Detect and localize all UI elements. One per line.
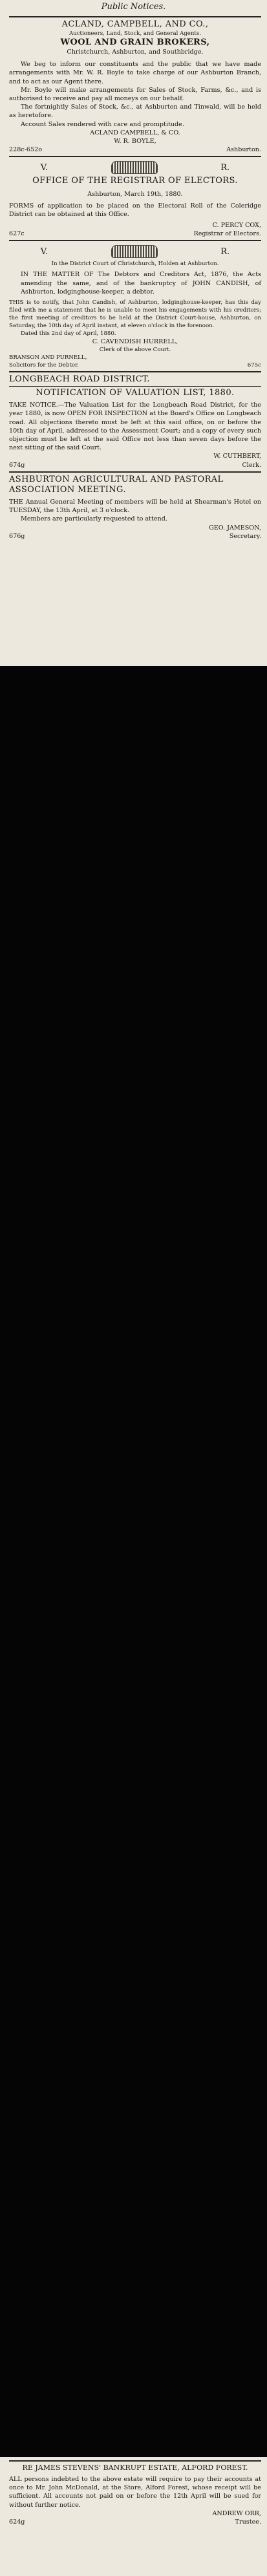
notice-footer bbox=[9, 145, 261, 154]
crest-letter-v: V. bbox=[40, 162, 48, 173]
notice-body: THIS is to notify, that John Candish, of Ashburton, lodginghouse-keeper, has this day filed with me a statement that he is unable to meet his engagements with his creditors; the first meeting of creditors to be held at the District Court-house, Ashburton, on Saturday, the 10th day of April instant, at eleven o'clock in the forenoon. bbox=[9, 299, 261, 330]
notice-dated: Dated this 2nd day of April, 1880. bbox=[21, 330, 116, 338]
notice-signature: W. CUTHBERT, bbox=[213, 453, 261, 460]
notice-body: THE Annual General Meeting of members will be held at Shearman's Hotel on TUESDAY, the 13th April, at 3 o'clock. bbox=[9, 498, 261, 515]
divider bbox=[9, 156, 261, 157]
notice-title: LONGBEACH ROAD DISTRICT. bbox=[9, 374, 150, 385]
notice-body: ALL persons indebted to the above estate will require to pay their accounts at once to Mr. John McDonald, at the Store, Alford Forest, whose receipt will be sufficient. All accounts not paid on or before the 12th April will be sued for without further notice. bbox=[9, 2476, 261, 2509]
notice-body: TAKE NOTICE.—The Valuation List for the Longbeach Road District, for the year 1880, is now OPEN FOR INSPECTION at the Board's Office on Longbeach road. All objections thereto must be left at this said office, on or before the 10th day of April, addressed to the Assessment Court; and a copy of every such objection must be left at the said Office not less than seven days before the next sitting of the said Court. bbox=[9, 402, 261, 452]
notice-subtitle: Auctioneers, Land, Stock, and General Agents. bbox=[69, 30, 202, 37]
divider bbox=[9, 371, 261, 372]
notice-body: FORMS of application to be placed on the Electoral Roll of the Coleridge District can be obtained at this Office. bbox=[9, 202, 261, 218]
court-heading: In the District Court of Christchurch, Holden at Ashburton. bbox=[51, 261, 219, 268]
notice-paragraph: Members are particularly requested to attend. bbox=[21, 515, 167, 523]
divider bbox=[9, 386, 261, 387]
notice-longbeach bbox=[9, 374, 261, 469]
royal-crest-icon bbox=[111, 245, 158, 258]
notice-signature: C. PERCY COX, bbox=[212, 222, 261, 230]
notice-agricultural-meeting bbox=[9, 475, 261, 541]
notice-ref: 675c bbox=[247, 362, 261, 369]
notice-ref: 228c-652o bbox=[9, 146, 43, 154]
royal-crest-row bbox=[9, 159, 261, 176]
notice-paragraph: Account Sales rendered with care and promptitude. bbox=[21, 120, 184, 128]
blacked-out-region bbox=[0, 666, 267, 2457]
notice-paragraph: The fortnightly Sales of Stock, &c., at Ashburton and Tinwald, will be held as heretofore. bbox=[9, 103, 261, 120]
notice-ref: 674g bbox=[9, 461, 25, 469]
notice-role: Trustee. bbox=[235, 2518, 261, 2526]
notices-column bbox=[9, 14, 261, 541]
divider bbox=[9, 2460, 261, 2462]
notice-ref: 624g bbox=[9, 2518, 25, 2526]
notice-signature: W. R. BOYLE, bbox=[114, 138, 156, 145]
notice-signature: GEO. JAMESON, bbox=[209, 524, 261, 531]
crest-letter-r: R. bbox=[220, 162, 230, 173]
solicitor-role: Solicitors for the Debtor. bbox=[9, 362, 79, 369]
royal-crest-icon bbox=[111, 161, 158, 174]
notice-title: RE JAMES STEVENS' BANKRUPT ESTATE, ALFORD FOREST. bbox=[22, 2463, 248, 2472]
notice-role: Registrar of Electors. bbox=[193, 230, 261, 238]
matter-text: IN THE MATTER OF The Debtors and Creditors Act, 1876, the Acts amending the same, and of the bankruptcy of JOHN CANDISH, of Ashburton, lodginghouse-keeper, a debtor. bbox=[21, 271, 261, 295]
notice-registrar bbox=[9, 159, 261, 238]
notice-location: Christchurch, Ashburton, and Southbridge. bbox=[67, 48, 204, 56]
notice-title: ASHBURTON AGRICULTURAL AND PASTORAL ASSOCIATION MEETING. bbox=[9, 474, 224, 495]
divider bbox=[9, 16, 261, 17]
notice-title: OFFICE OF THE REGISTRAR OF ELECTORS. bbox=[32, 176, 238, 186]
royal-crest-row bbox=[9, 243, 261, 260]
notice-title: ACLAND, CAMPBELL, AND CO., bbox=[61, 19, 209, 29]
notice-role: Clerk. bbox=[242, 461, 261, 469]
notice-headline: NOTIFICATION OF VALUATION LIST, 1880. bbox=[36, 388, 235, 398]
notice-footer bbox=[9, 2518, 261, 2526]
notice-signature: C. CAVENDISH HURRELL, bbox=[92, 338, 178, 346]
notice-footer bbox=[9, 230, 261, 238]
notice-signature: ANDREW ORR, bbox=[212, 2509, 261, 2517]
notice-stevens-estate bbox=[9, 2458, 261, 2526]
notice-date: Ashburton, March 19th, 1880. bbox=[87, 191, 183, 199]
divider bbox=[9, 471, 261, 473]
notice-footer bbox=[9, 532, 261, 541]
solicitors: BRANSON AND PURNELL, bbox=[9, 354, 87, 361]
notice-headline: WOOL AND GRAIN BROKERS, bbox=[60, 38, 210, 47]
divider bbox=[9, 240, 261, 241]
notice-place: Ashburton. bbox=[226, 146, 261, 154]
notice-signature: ACLAND CAMPBELL, & CO. bbox=[90, 129, 180, 136]
notice-role: Secretary. bbox=[229, 532, 261, 540]
notice-ref: 627c bbox=[9, 230, 25, 238]
notice-footer bbox=[9, 361, 261, 369]
crest-letter-r: R. bbox=[220, 246, 230, 257]
notice-paragraph: We beg to inform our constituents and the public that we have made arrangements with Mr. W. R. Boyle to take charge of our Ashburton Branch, and to act as our Agent there. bbox=[9, 61, 261, 85]
notice-footer bbox=[9, 461, 261, 469]
notice-bankruptcy-candish bbox=[9, 243, 261, 369]
notice-ref: 676g bbox=[9, 532, 25, 540]
notice-paragraph: Mr. Boyle will make arrangements for Sales of Stock, Farms, &c., and is authorised to receive and pay all moneys on our behalf. bbox=[9, 86, 261, 103]
notice-acland-campbell bbox=[9, 19, 261, 154]
crest-letter-v: V. bbox=[40, 246, 48, 257]
notice-sig-role: Clerk of the above Court. bbox=[99, 347, 171, 354]
section-header: Public Notices. bbox=[101, 2, 166, 12]
